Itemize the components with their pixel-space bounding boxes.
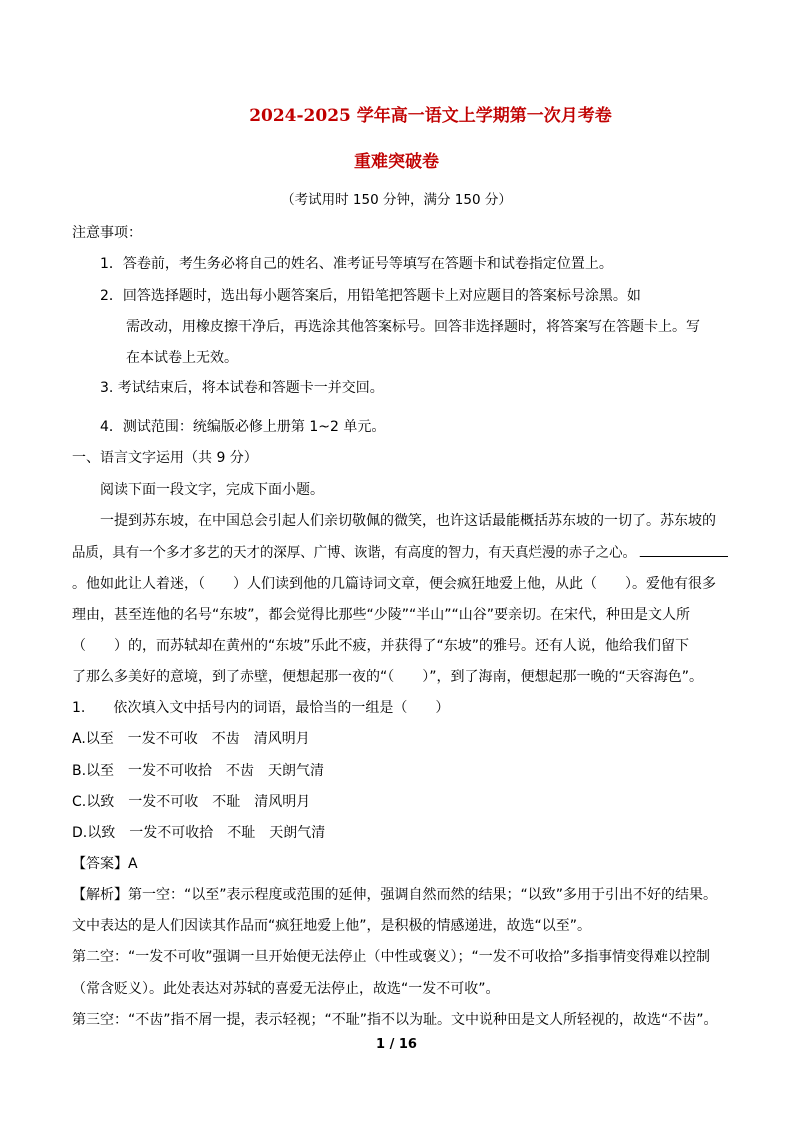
analysis-line-3: 第二空：“一发不可收”强调一旦开始便无法停止（中性或褒义）；“一发不可收拾”多指事情变得难以控制 (72, 949, 711, 965)
section-heading: 一、语言文字运用（共 9 分） (72, 450, 258, 466)
notice-item-1: 1．答卷前，考生务必将自己的姓名、准考证号等填写在答题卡和试卷指定位置上。 (100, 256, 613, 272)
option-c: C.以致 一发不可收 不耻 清风明月 (72, 794, 311, 810)
passage-line-3: 。他如此让人着迷，（ ）人们读到他的几篇诗词文章，便会疯狂地爱上他，从此（ ）。爱他有很多 (72, 576, 716, 592)
option-b: B.以至 一发不可收拾 不齿 天朗气清 (72, 763, 325, 779)
fill-blank (640, 542, 728, 557)
exam-title: 2024-2025 学年高一语文上学期第一次月考卷 (249, 106, 612, 126)
passage-line-4: 理由，甚至连他的名号“东坡”，都会觉得比那些“少陵”“半山”“山谷”要亲切。在宋代，种田是文人所 (72, 607, 691, 623)
notice-item-4: 4．测试范围：统编版必修上册第 1~2 单元。 (100, 419, 386, 435)
option-a: A.以至 一发不可收 不齿 清风明月 (72, 731, 310, 747)
exam-info: （考试用时 150 分钟，满分 150 分） (281, 192, 512, 208)
answer: 【答案】A (72, 856, 138, 872)
question-1: 1. 依次填入文中括号内的词语，最恰当的一组是（ ） (72, 700, 450, 716)
analysis-line-5: 第三空：“不齿”指不屑一提，表示轻视；“不耻”指不以为耻。文中说种田是文人所轻视的，故选“不齿”。 (72, 1012, 718, 1028)
passage-line-1: 一提到苏东坡，在中国总会引起人们亲切敬佩的微笑，也许这话最能概括苏东坡的一切了。苏东坡的 (100, 513, 716, 529)
section-intro: 阅读下面一段文字，完成下面小题。 (100, 482, 324, 498)
exam-subtitle: 重难突破卷 (354, 152, 439, 172)
passage-line-2 (72, 542, 728, 563)
analysis-line-2: 文中表达的是人们因读其作品而“疯狂地爱上他”，是积极的情感递进，故选“以至”。 (72, 918, 592, 934)
notice-item-2-end: 在本试卷上无效。 (126, 350, 238, 366)
analysis-line-1: 【解析】第一空：“以至”表示程度或范围的延伸，强调自然而然的结果；“以致”多用于引出不好的结果。 (72, 887, 718, 903)
option-d: D.以致 一发不可收拾 不耻 天朗气清 (72, 825, 326, 841)
notice-item-3: 3. 考试结束后，将本试卷和答题卡一并交回。 (100, 380, 384, 396)
notice-heading: 注意事项： (72, 225, 142, 241)
passage-line-2-text: 品质，具有一个多才多艺的天才的深厚、广博、诙谐，有高度的智力，有天真烂漫的赤子之心。 (72, 545, 636, 561)
analysis-line-4: （常含贬义）。此处表达对苏轼的喜爱无法停止，故选“一发不可收”。 (72, 981, 500, 997)
page-number: 1 / 16 (376, 1037, 417, 1052)
notice-item-2-cont: 需改动，用橡皮擦干净后，再选涂其他答案标号。回答非选择题时，将答案写在答题卡上。写 (126, 319, 700, 335)
passage-line-5: （ ）的，而苏轼却在黄州的“东坡”乐此不疲，并获得了“东坡”的雅号。还有人说，他给我们留下 (72, 638, 690, 654)
passage-line-6: 了那么多美好的意境，到了赤壁，便想起那一夜的“（ ）”，到了海南，便想起那一晚的“天容海色”。 (72, 669, 704, 685)
notice-item-2: 2．回答选择题时，选出每小题答案后，用铅笔把答题卡上对应题目的答案标号涂黑。如 (100, 288, 641, 304)
